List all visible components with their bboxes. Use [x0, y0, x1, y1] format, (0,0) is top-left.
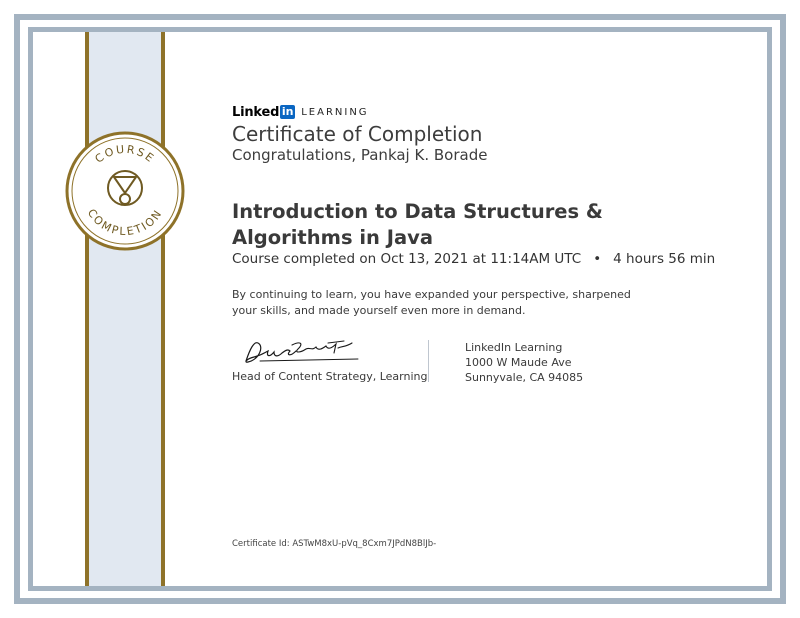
certificate-id: Certificate Id: ASTwM8xU-pVq_8Cxm7JPdN8BlJb- — [232, 539, 437, 549]
address-block — [465, 340, 583, 385]
address-company: LinkedIn Learning — [465, 341, 563, 354]
completion-details — [232, 251, 715, 267]
separator-dot: • — [593, 251, 602, 267]
signature-image — [240, 335, 360, 367]
logo-learning-text: LEARNING — [301, 106, 369, 118]
seal-bottom-text: COMPLETION — [84, 206, 166, 239]
vertical-divider — [428, 340, 429, 382]
congratulations-text: Congratulations, Pankaj K. Borade — [232, 146, 488, 164]
course-completion-seal — [65, 131, 185, 251]
certificate-title: Certificate of Completion — [232, 122, 483, 146]
address-city: Sunnyvale, CA 94085 — [465, 371, 584, 384]
logo-in-badge: in — [281, 105, 294, 118]
course-title: Introduction to Data Structures & Algorithms in Java — [232, 200, 603, 249]
signatory-role: Head of Content Strategy, Learning — [232, 370, 428, 383]
course-duration: 4 hours 56 min — [613, 251, 716, 267]
seal-top-text: COURSE — [92, 142, 158, 166]
completion-date: Course completed on Oct 13, 2021 at 11:14AM UTC — [232, 251, 582, 267]
ribbon-stripe — [85, 32, 165, 586]
logo-linked-text: Linked — [232, 104, 280, 120]
address-street: 1000 W Maude Ave — [465, 356, 572, 369]
linkedin-learning-logo — [232, 104, 369, 120]
certificate-description: By continuing to learn, you have expanded your perspective, sharpened your skills, and made yourself even more in demand. — [232, 288, 631, 317]
